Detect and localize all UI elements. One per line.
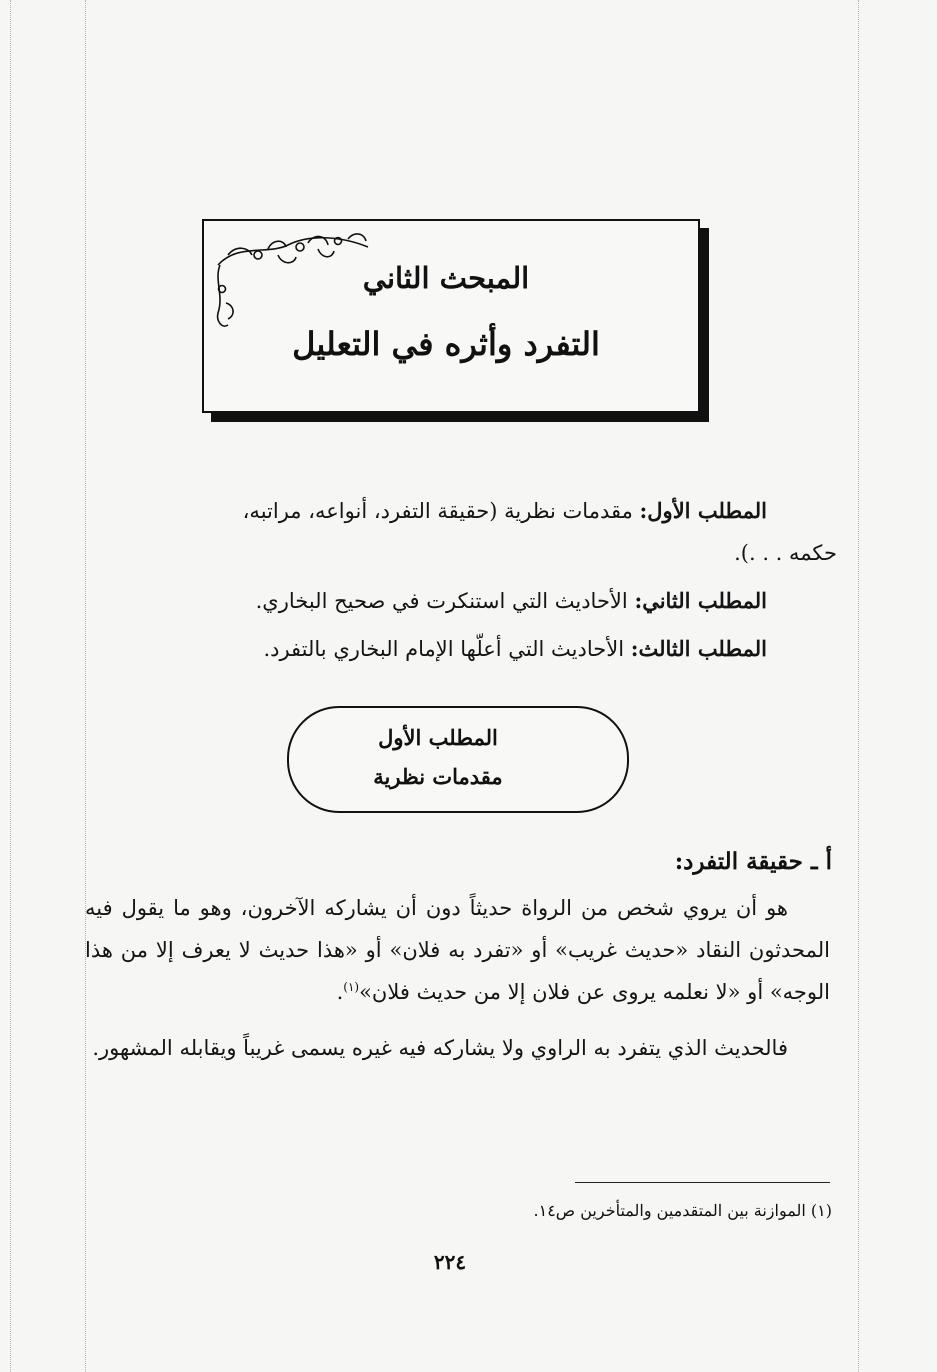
paragraph-text: هو أن يروي شخص من الرواة حديثاً دون أن يشاركه الآخرون، وهو ما يقول فيه المحدثون النقاد «حديث غريب» أو «تفرد به فلان» أو «هذا حديث لا يعرف إلا من هذا الوجه» أو «لا نعلمه يروى عن فلان إلا من حديث فلان» (85, 896, 830, 1004)
outline-label: المطلب الأول: (639, 498, 767, 523)
scan-guide-left (85, 0, 86, 1372)
outline-text: الأحاديث التي أعلّها الإمام البخاري بالتفرد. (263, 637, 625, 661)
outline-item (92, 628, 767, 670)
chapter-title: المبحث الثاني (362, 261, 530, 295)
paragraph (85, 887, 830, 1013)
outline-text: الأحاديث التي استنكرت في صحيح البخاري. (255, 589, 628, 613)
section-title: المطلب الأول (378, 725, 498, 750)
footnote-ref: (١) (343, 980, 360, 994)
outline-label: المطلب الثالث: (630, 636, 767, 661)
section-title-box (287, 706, 629, 813)
chapter-outline (92, 490, 837, 670)
outline-item (92, 490, 767, 532)
footnote-text: الموازنة بين المتقدمين والمتأخرين ص١٤. (533, 1201, 806, 1220)
outline-item (92, 580, 767, 622)
footnote-divider (575, 1182, 830, 1183)
scan-edge-left (10, 0, 11, 1372)
body-text (85, 887, 830, 1069)
paragraph-end: . (336, 980, 344, 1004)
outline-continuation: حكمه . . .). (734, 541, 837, 565)
chapter-title-box (202, 219, 700, 413)
section-subtitle: مقدمات نظرية (373, 764, 503, 789)
page-number: ٢٢٤ (433, 1250, 467, 1274)
scan-guide-right (858, 0, 859, 1372)
outline-text: مقدمات نظرية (حقيقة التفرد، أنواعه، مراتبه، (242, 499, 633, 523)
paragraph: فالحديث الذي يتفرد به الراوي ولا يشاركه فيه غيره يسمى غريباً ويقابله المشهور. (92, 1036, 788, 1060)
footnote-marker: (١) (810, 1201, 832, 1220)
footnote (534, 1196, 832, 1226)
subsection-heading: أ ـ حقيقة التفرد: (674, 848, 832, 875)
chapter-subtitle: التفرد وأثره في التعليل (292, 325, 600, 363)
outline-label: المطلب الثاني: (634, 588, 767, 613)
